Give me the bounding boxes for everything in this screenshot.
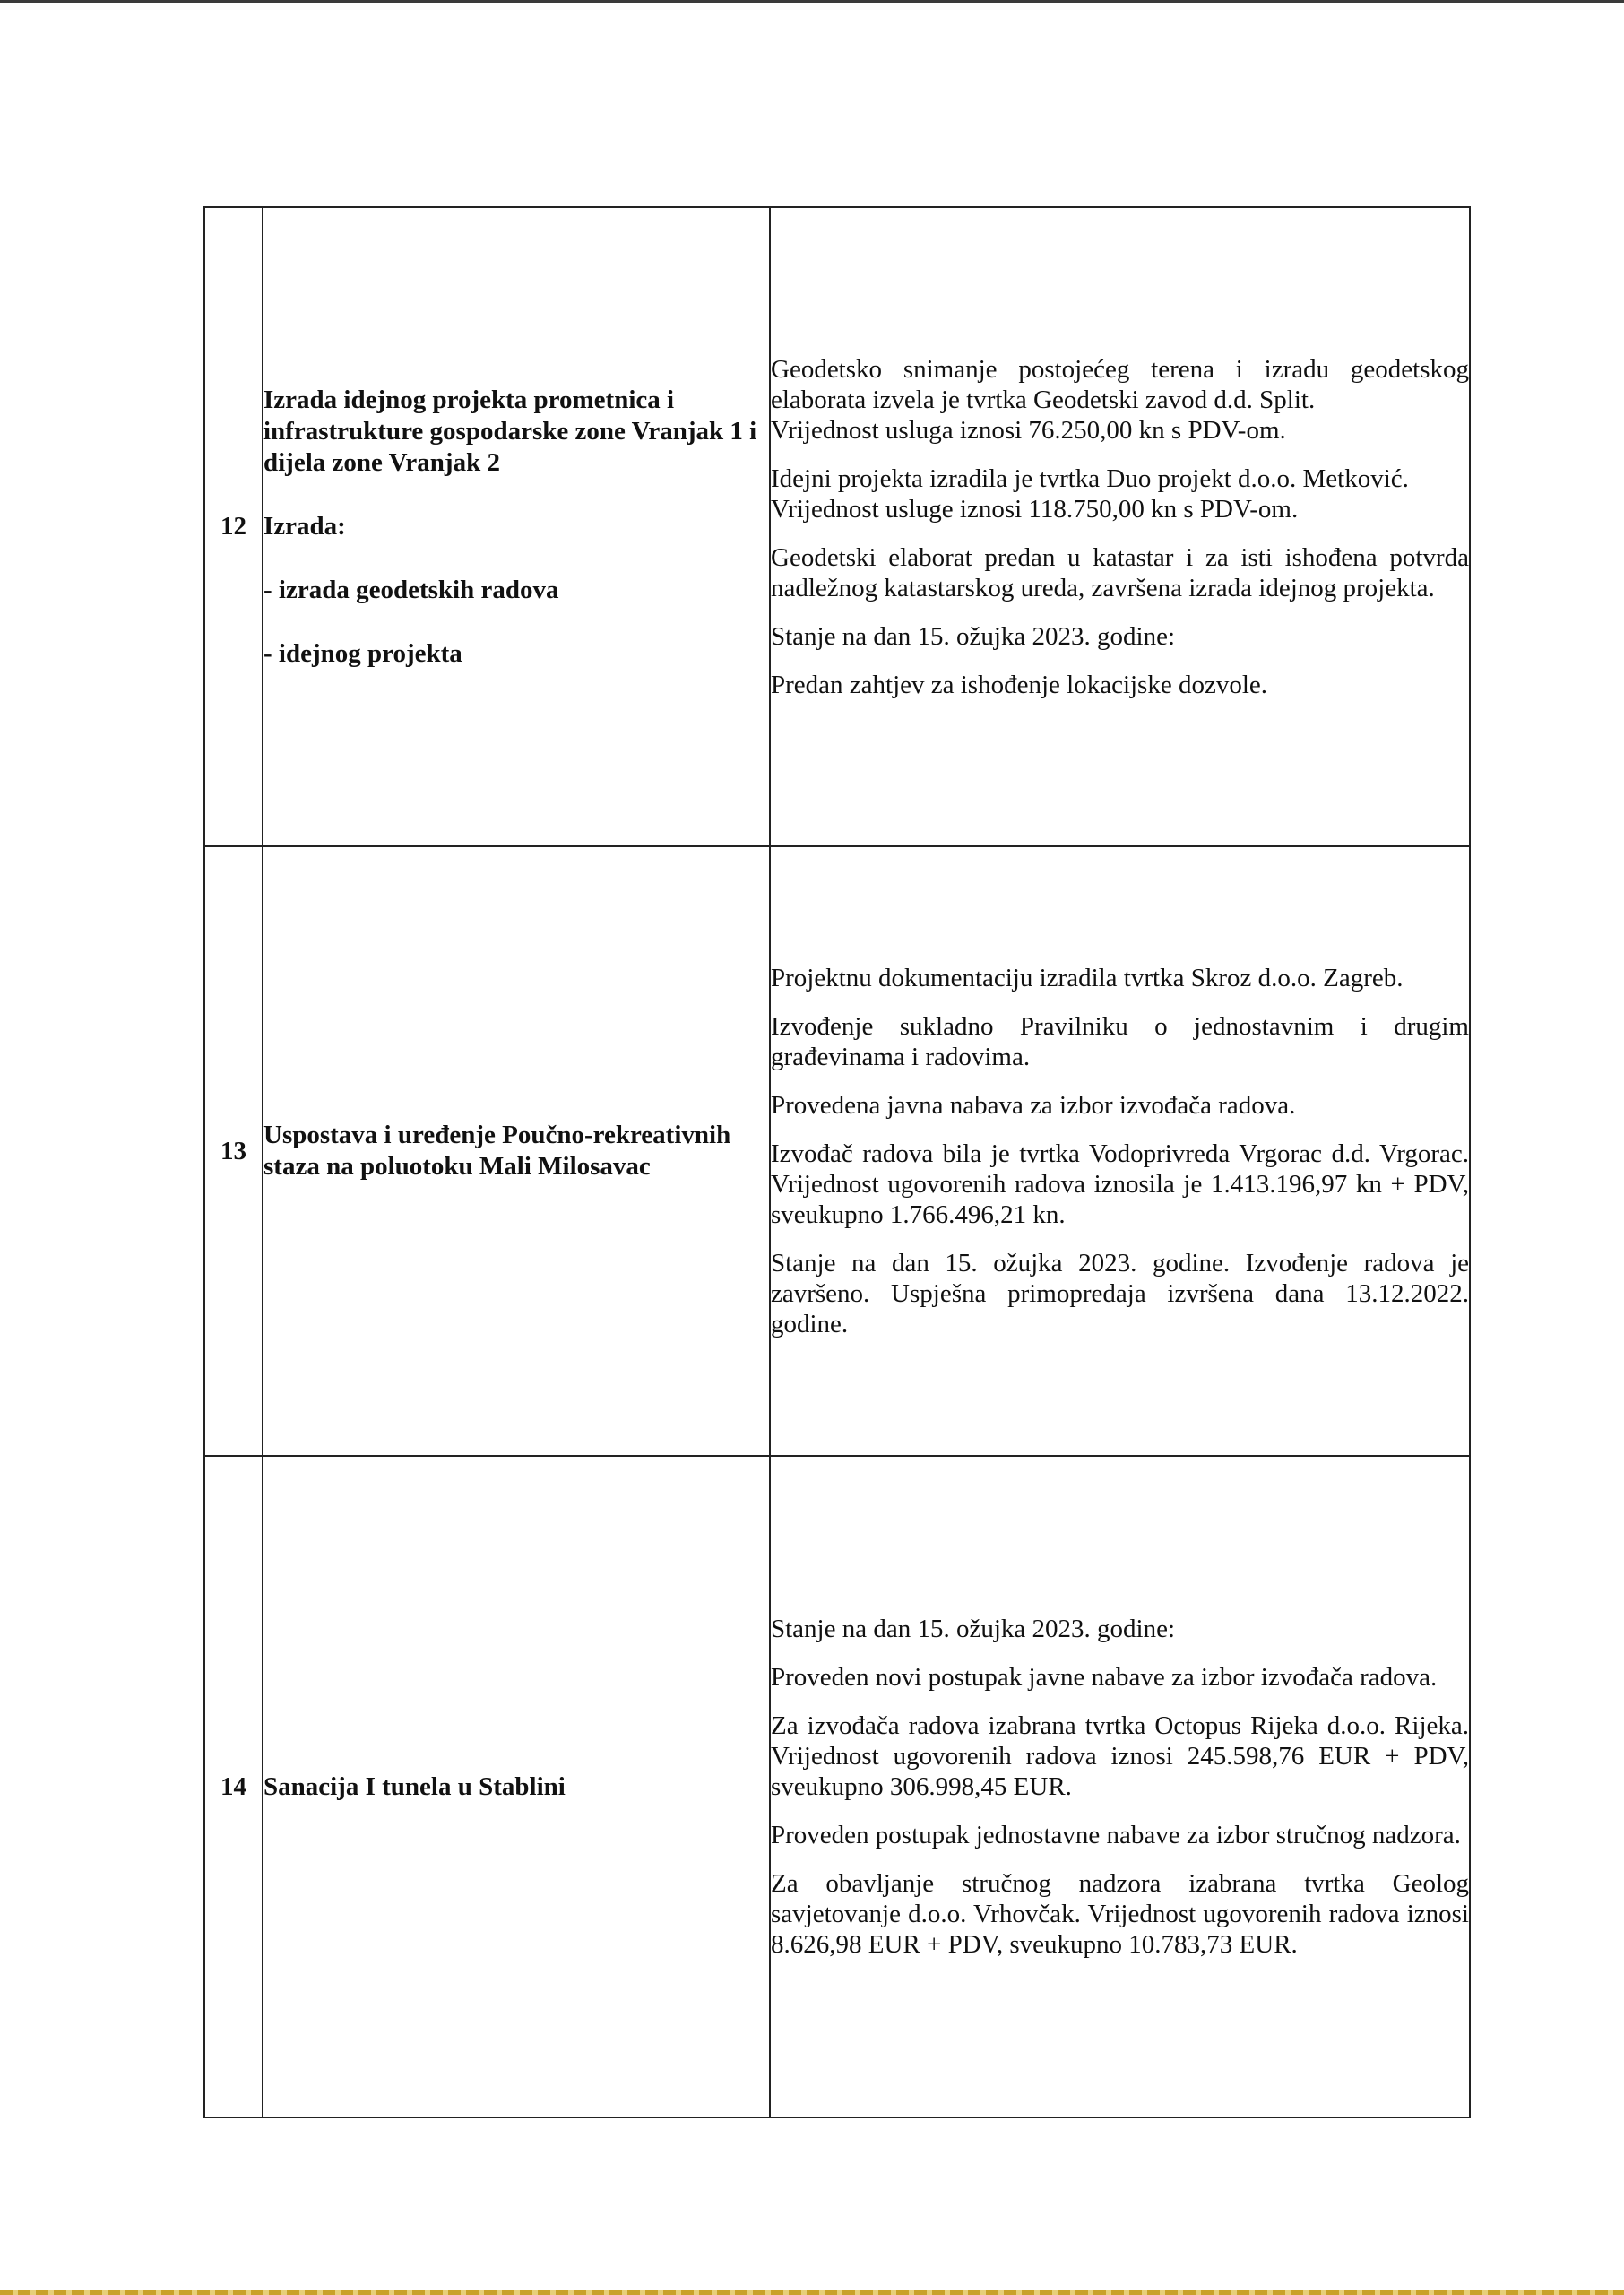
description-paragraph: Provedena javna nabava za izbor izvođača radova. — [771, 1091, 1296, 1120]
project-description — [770, 207, 1470, 846]
description-paragraph: Izvođenje sukladno Pravilniku o jednostavnim i drugim građevinama i radovima. — [771, 1012, 1469, 1071]
table-row — [204, 1456, 1470, 2117]
project-description — [770, 1456, 1470, 2117]
description-paragraph: Izvođač radova bila je tvrtka Vodoprivreda Vrgorac d.d. Vrgorac. Vrijednost ugovorenih radova iznosila je 1.413.196,97 kn + PDV, sveukupno 1.766.496,21 kn. — [771, 1139, 1469, 1229]
description-paragraph: Stanje na dan 15. ožujka 2023. godine: — [771, 621, 1176, 651]
description-paragraph: Projektnu dokumentaciju izradila tvrtka Skroz d.o.o. Zagreb. — [771, 964, 1404, 992]
table-row — [204, 846, 1470, 1456]
description-paragraph: Geodetsko snimanje postojećeg terena i izradu geodetskog elaborata izvela je tvrtka Geodetski zavod d.d. Split. Vrijednost usluga iznosi 76.250,00 kn s PDV-om. — [771, 354, 1469, 445]
description-paragraph: Stanje na dan 15. ožujka 2023. godine: — [771, 1615, 1176, 1643]
project-title-cell — [263, 207, 770, 846]
project-title: Uspostava i uređenje Poučno-rekreativnih staza na poluotoku Mali Milosavac — [263, 1121, 731, 1181]
description-paragraph: Proveden postupak jednostavne nabave za izbor stručnog nadzora. — [771, 1821, 1461, 1849]
project-item: - izrada geodetskih radova — [263, 575, 559, 604]
row-number: 13 — [204, 846, 263, 1456]
project-title: Sanacija I tunela u Stablini — [263, 1771, 566, 1801]
table-row — [204, 207, 1470, 846]
description-paragraph: Idejni projekta izradila je tvrtka Duo projekt d.o.o. Metković. Vrijednost usluge iznosi 118.750,00 kn s PDV-om. — [771, 463, 1409, 524]
description-paragraph: Proveden novi postupak javne nabave za izbor izvođača radova. — [771, 1663, 1438, 1692]
row-number: 14 — [204, 1456, 263, 2117]
row-number: 12 — [204, 207, 263, 846]
description-paragraph: Predan zahtjev za ishođenje lokacijske dozvole. — [771, 670, 1268, 699]
description-paragraph: Za izvođača radova izabrana tvrtka Octopus Rijeka d.o.o. Rijeka. Vrijednost ugovorenih radova iznosi 245.598,76 EUR + PDV, sveukupno 306.998,45 EUR. — [771, 1711, 1469, 1801]
project-subtitle: Izrada: — [263, 511, 346, 541]
projects-table — [203, 206, 1471, 2118]
description-paragraph: Stanje na dan 15. ožujka 2023. godine. Izvođenje radova je završeno. Uspješna primopredaja izvršena dana 13.12.2022. godine. — [771, 1249, 1469, 1338]
project-description — [770, 846, 1470, 1456]
scan-edge-bottom — [0, 2290, 1624, 2295]
scan-edge-top — [0, 0, 1624, 3]
project-title-cell — [263, 846, 770, 1456]
description-paragraph: Geodetski elaborat predan u katastar i za isti ishođena potvrda nadležnog katastarskog ureda, završena izrada idejnog projekta. — [771, 542, 1469, 602]
project-item: - idejnog projekta — [263, 638, 462, 668]
project-title-cell — [263, 1456, 770, 2117]
description-paragraph: Za obavljanje stručnog nadzora izabrana tvrtka Geolog savjetovanje d.o.o. Vrhovčak. Vrijednost ugovorenih radova iznosi 8.626,98 EUR + PDV, sveukupno 10.783,73 EUR. — [771, 1869, 1469, 1959]
project-title: Izrada idejnog projekta prometnica i infrastrukture gospodarske zone Vranjak 1 i dijela zone Vranjak 2 — [263, 385, 757, 477]
